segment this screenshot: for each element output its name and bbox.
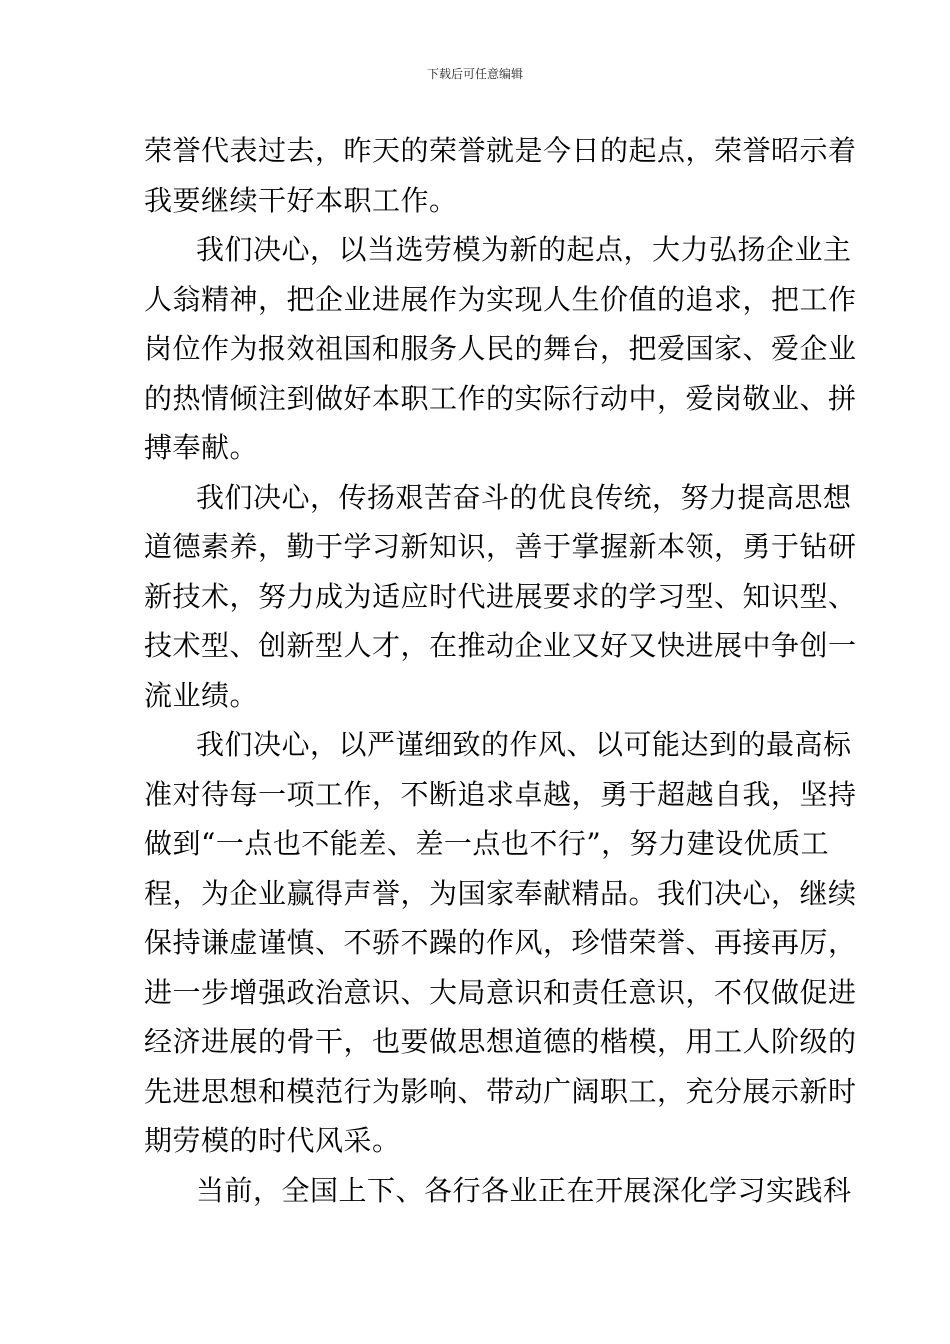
paragraph-4 bbox=[144, 720, 857, 1166]
text-line: 我们决心，以当选劳模为新的起点，大力弘扬企业主 bbox=[196, 233, 852, 266]
text-line: 新技术，努力成为适应时代进展要求的学习型、知识型、 bbox=[144, 579, 857, 613]
text-line: 人翁精神，把企业进展作为实现人生价值的追求，把工作 bbox=[144, 282, 857, 316]
text-line: 岗位作为报效祖国和服务人民的舞台，把爱国家、爱企业 bbox=[144, 332, 857, 365]
text-line: 做到“一点也不能差、差一点也不行”，努力建设优质工 bbox=[144, 827, 830, 860]
text-line: 道德素养，勤于学习新知识，善于掌握新本领，勇于钻研 bbox=[144, 530, 857, 563]
text-line: 流业绩。 bbox=[144, 678, 259, 712]
document-body bbox=[144, 126, 857, 1215]
header-note: 下载后可任意编辑 bbox=[426, 67, 523, 81]
paragraph-1 bbox=[144, 126, 857, 225]
text-line: 程，为企业赢得声誉，为国家奉献精品。我们决心，继续 bbox=[144, 876, 857, 910]
text-line: 保持谦虚谨慎、不骄不躁的作风，珍惜荣誉、再接再厉， bbox=[144, 926, 857, 959]
text-line: 荣誉代表过去，昨天的荣誉就是今日的起点，荣誉昭示着 bbox=[144, 134, 857, 167]
text-line: 搏奉献。 bbox=[144, 431, 259, 464]
text-line: 我要继续干好本职工作。 bbox=[144, 183, 458, 217]
paragraph-3 bbox=[144, 473, 857, 721]
paragraph-2 bbox=[144, 225, 857, 473]
text-line: 期劳模的时代风采。 bbox=[144, 1124, 401, 1157]
paragraph-5 bbox=[144, 1166, 852, 1216]
text-line: 技术型、创新型人才，在推动企业又好又快进展中争创一 bbox=[144, 629, 857, 662]
text-line: 经济进展的骨干，也要做思想道德的楷模，用工人阶级的 bbox=[144, 1025, 857, 1058]
text-line: 的热情倾注到做好本职工作的实际行动中，爱岗敬业、拼 bbox=[144, 381, 857, 415]
text-line: 准对待每一项工作，不断追求卓越，勇于超越自我，坚持 bbox=[144, 777, 857, 811]
text-line: 我们决心，以严谨细致的作风、以可能达到的最高标 bbox=[196, 728, 852, 761]
text-line: 先进思想和模范行为影响、带动广阔职工，充分展示新时 bbox=[144, 1074, 857, 1108]
text-line: 我们决心，传扬艰苦奋斗的优良传统，努力提高思想 bbox=[196, 480, 852, 514]
text-line: 当前，全国上下、各行各业正在开展深化学习实践科 bbox=[196, 1173, 852, 1207]
text-line: 进一步增强政治意识、大局意识和责任意识，不仅做促进 bbox=[144, 975, 857, 1009]
